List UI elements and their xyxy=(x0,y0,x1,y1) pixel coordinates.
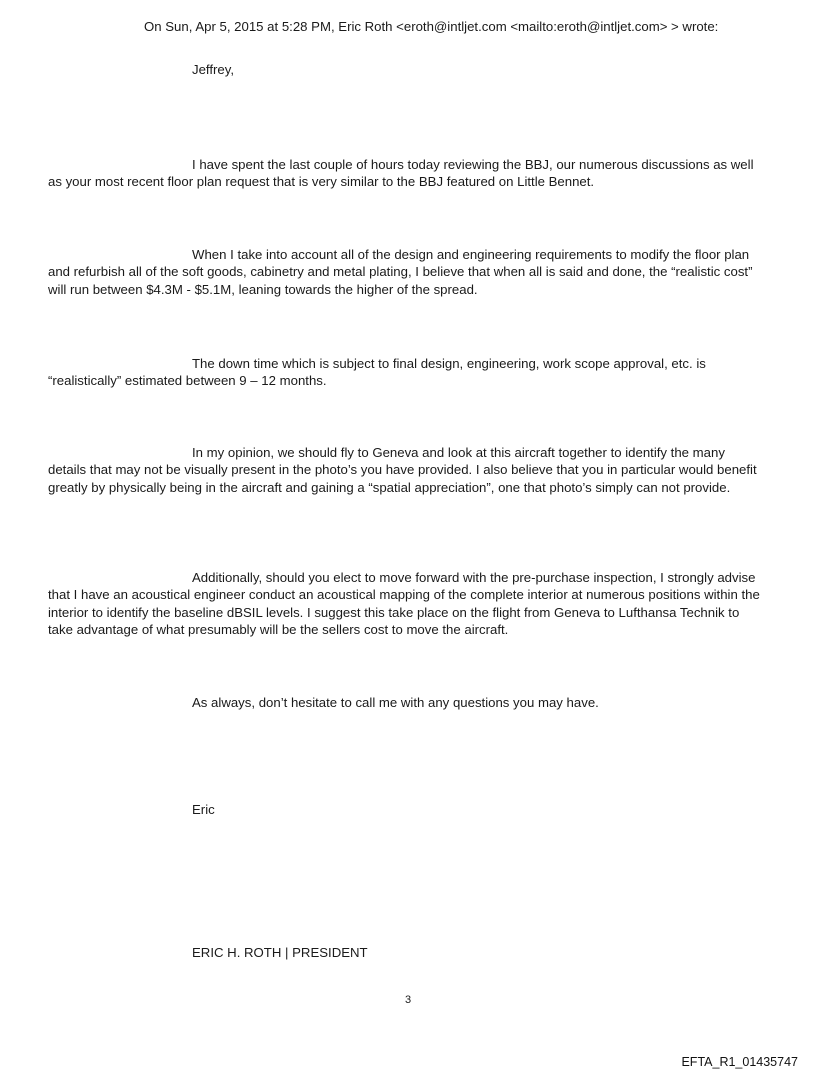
email-paragraph-inspection: Additionally, should you elect to move forward with the pre-purchase inspection, I strongly advise that I have an acoustical engineer conduct an acoustical mapping of the complete interior at numerous positions within the interior to identify the baseline dBSIL levels. I suggest this take place on the flight from Geneva to Lufthansa Technik to take advantage of what presumably will be the sellers cost to move the aircraft. xyxy=(48,570,760,638)
email-paragraph-review: I have spent the last couple of hours today reviewing the BBJ, our numerous discussions as well as your most recent floor plan request that is very similar to the BBJ featured on Little Bennet. xyxy=(48,157,754,190)
email-paragraph-downtime: The down time which is subject to final design, engineering, work scope approval, etc. is “realistically” estimated between 9 – 12 months. xyxy=(48,356,706,389)
email-signature: ERIC H. ROTH | PRESIDENT xyxy=(192,945,368,960)
email-signoff: Eric xyxy=(192,802,215,817)
email-closing: As always, don’t hesitate to call me with any questions you may have. xyxy=(192,695,599,710)
document-id-stamp: EFTA_R1_01435747 xyxy=(681,1055,798,1069)
email-paragraph-cost: When I take into account all of the design and engineering requirements to modify the floor plan and refurbish all of the soft goods, cabinetry and metal plating, I believe that when all is said and done, the “realistic cost” will run between $4.3M - $5.1M, leaning towards the higher of the spread. xyxy=(48,247,753,297)
email-greeting: Jeffrey, xyxy=(192,62,235,77)
page-number: 3 xyxy=(404,994,412,1006)
email-quote-header: On Sun, Apr 5, 2015 at 5:28 PM, Eric Roth <eroth@intljet.com <mailto:eroth@intljet.com> > wrote: xyxy=(144,19,719,34)
email-paragraph-geneva: In my opinion, we should fly to Geneva and look at this aircraft together to identify the many details that may not be visually present in the photo’s you have provided. I also believe that you in particular would benefit greatly by physically being in the aircraft and gaining a “spatial appreciation”, one that photo’s simply can not provide. xyxy=(48,445,757,495)
